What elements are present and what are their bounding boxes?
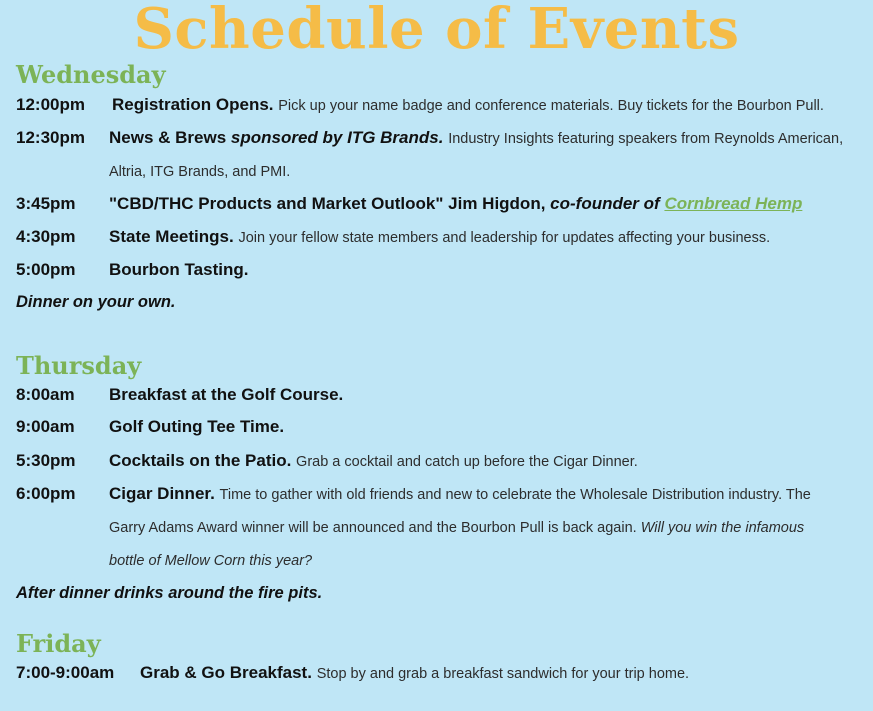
day-note: Dinner on your own.: [16, 293, 176, 311]
event-title: Cigar Dinner.: [109, 484, 215, 503]
event-title: Bourbon Tasting.: [109, 260, 249, 279]
event-description: Time to gather with old friends and new to celebrate the Wholesale Distribution industry. The: [219, 487, 811, 503]
event-title: Breakfast at the Golf Course.: [109, 385, 344, 404]
event-time: 6:00pm: [16, 484, 76, 503]
event-description-question: Will you win the infamous: [640, 520, 805, 536]
event-text: [109, 450, 638, 473]
event-time: 5:00pm: [16, 260, 76, 279]
event-time: 5:30pm: [16, 451, 76, 470]
event-description: Industry Insights featuring speakers from Reynolds American,: [448, 131, 844, 147]
page-title: Schedule of Events: [133, 0, 740, 62]
event-text: [109, 416, 284, 438]
event-description: Pick up your name badge and conference materials. Buy tickets for the Bourbon Pull.: [278, 98, 824, 114]
event-text: [112, 94, 824, 117]
event-time: 12:00pm: [16, 95, 85, 114]
event-description-continued: Altria, ITG Brands, and PMI.: [109, 164, 291, 180]
event-description-line: Garry Adams Award winner will be announced and the Bourbon Pull is back again.: [109, 520, 637, 536]
event-title: Grab & Go Breakfast.: [140, 663, 312, 682]
event-text: [109, 193, 802, 215]
event-description: Grab a cocktail and catch up before the Cigar Dinner.: [296, 454, 638, 470]
event-sponsor: sponsored by ITG Brands.: [230, 128, 444, 147]
day-heading-wednesday: Wednesday: [16, 60, 166, 89]
event-description: Join your fellow state members and leadership for updates affecting your business.: [238, 230, 771, 246]
event-text: [109, 483, 811, 506]
event-title: State Meetings.: [109, 227, 234, 246]
event-time: 8:00am: [16, 385, 75, 404]
event-title: Golf Outing Tee Time.: [109, 417, 285, 436]
event-title: News & Brews: [109, 128, 227, 147]
day-note: After dinner drinks around the fire pits.: [16, 584, 323, 602]
event-time: 7:00-9:00am: [16, 663, 115, 682]
event-text: [109, 259, 248, 281]
event-time: 9:00am: [16, 417, 75, 436]
event-text: [109, 384, 343, 406]
event-time: 3:45pm: [16, 194, 76, 213]
event-speaker-role: co-founder of: [550, 194, 660, 213]
day-heading-thursday: Thursday: [16, 351, 142, 380]
event-title: Cocktails on the Patio.: [109, 451, 292, 470]
event-text: [109, 226, 770, 249]
event-text: [109, 127, 843, 150]
event-time: 12:30pm: [16, 128, 85, 147]
event-time: 4:30pm: [16, 227, 76, 246]
event-title: Registration Opens.: [112, 95, 274, 114]
event-description-continued: [109, 517, 804, 539]
day-heading-friday: Friday: [16, 629, 101, 658]
event-description-question-continued: bottle of Mellow Corn this year?: [109, 553, 313, 569]
event-text: [140, 662, 689, 685]
event-title: "CBD/THC Products and Market Outlook" Jim Higdon,: [109, 194, 546, 213]
event-description: Stop by and grab a breakfast sandwich for your trip home.: [316, 666, 690, 682]
cornbread-hemp-link[interactable]: Cornbread Hemp: [664, 194, 803, 213]
